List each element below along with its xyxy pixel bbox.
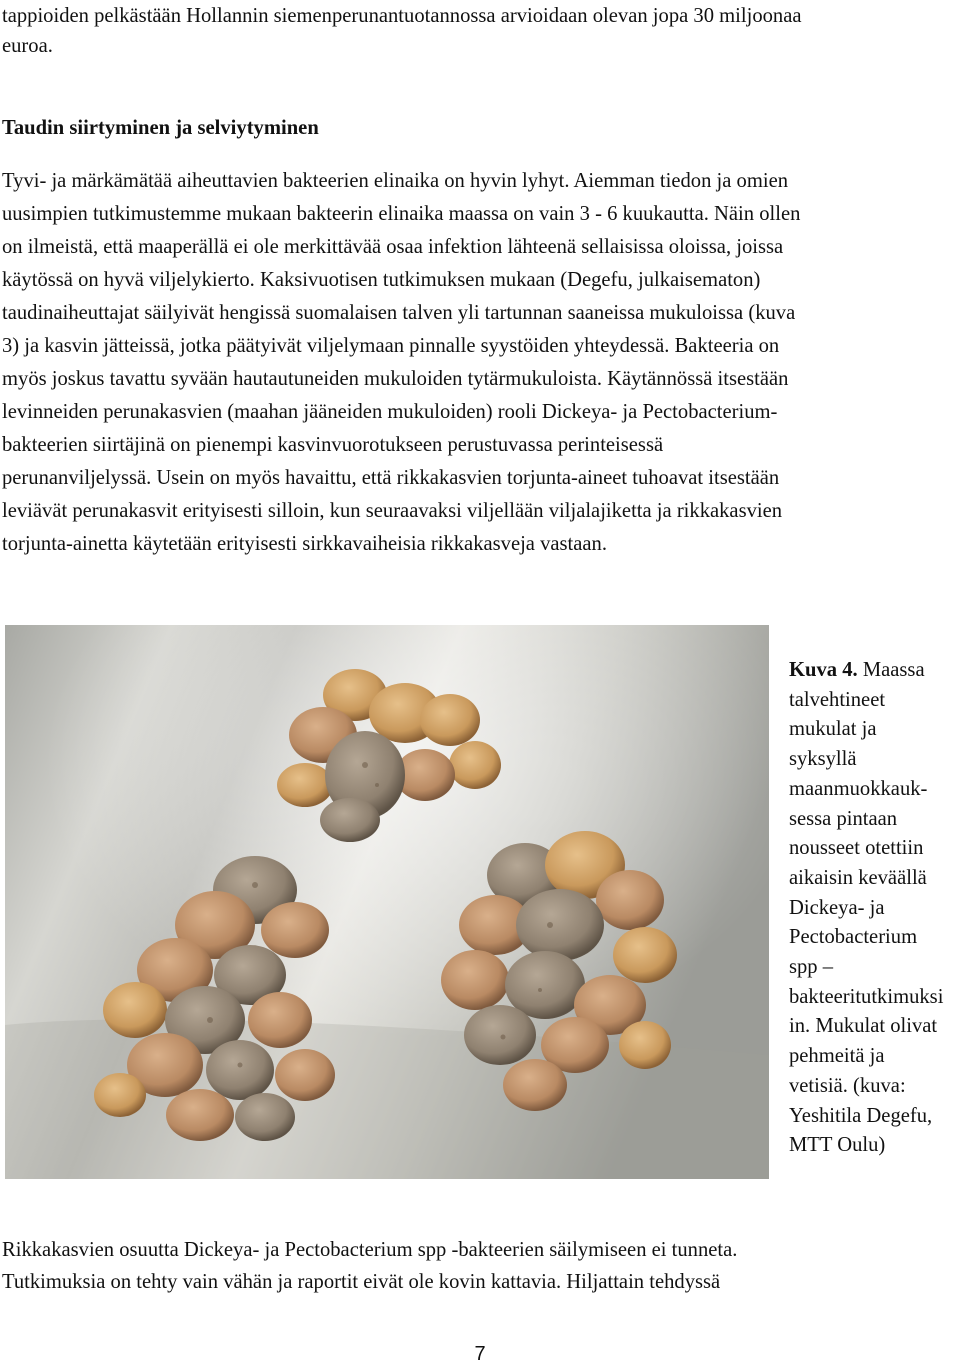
paragraph-line: uusimpien tutkimustemme mukaan bakteerin elinaika maassa on vain 3 - 6 kuukautta. Näin ollen — [2, 203, 801, 225]
paragraph-line: Tyvi- ja märkämätää aiheuttavien bakteerien elinaika on hyvin lyhyt. Aiemman tiedon ja omien — [2, 170, 789, 192]
potato-photo — [5, 625, 769, 1179]
paragraph-line: on ilmeistä, että maaperällä ei ole merkittävää osaa infektion lähteenä sellaisissa oloissa, joissa — [2, 236, 784, 258]
caption-line: vetisiä. (kuva: — [789, 1074, 906, 1097]
body-text-line: euroa. — [2, 35, 53, 57]
caption-line: spp – — [789, 956, 834, 979]
paragraph-line: levinneiden perunakasvien (maahan jääneiden mukuloiden) rooli Dickeya- ja Pectobacterium- — [2, 401, 778, 423]
paragraph-line: leviävät perunakasvit erityisesti silloin, kun seuraavaksi viljellään viljalajiketta ja rikkakasvien — [2, 500, 783, 522]
paragraph-line: torjunta-ainetta käytetään erityisesti sirkkavaiheisia rikkakasveja vastaan. — [2, 533, 607, 555]
caption-line: aikaisin keväällä — [789, 866, 927, 889]
section-heading: Taudin siirtyminen ja selviytyminen — [2, 117, 319, 139]
caption-line-text: Maassa — [862, 659, 925, 681]
paragraph-line: 3) ja kasvin jätteissä, jotka päätyivät viljelymaan pinnalle syystöiden yhteydessä. Bakteeria on — [2, 335, 780, 357]
figure-caption — [789, 656, 960, 1161]
caption-line: syksyllä — [789, 748, 857, 771]
caption-line: Dickeya- ja — [789, 896, 885, 919]
paragraph-line: taudinaiheuttajat säilyivät hengissä suomalaisen talven yli tartunnan saaneissa mukuloissa (kuva — [2, 302, 796, 324]
caption-line: Yeshitila Degefu, — [789, 1104, 933, 1127]
caption-label: Kuva 4. — [789, 659, 858, 681]
paragraph-line: myös joskus tavattu syvään hautautuneiden mukuloiden tytärmukuloista. Käytännössä itsestään — [2, 368, 789, 390]
body-text-line: tappioiden pelkästään Hollannin siemenperunantuotannossa arvioidaan olevan jopa 30 miljoonaa — [2, 5, 802, 27]
potato-photo-graphic — [5, 625, 769, 1179]
caption-line: MTT Oulu) — [789, 1134, 886, 1157]
page-number: 7 — [474, 1343, 486, 1365]
caption-line — [789, 656, 960, 686]
paragraph-line: perunanviljelyssä. Usein on myös havaittu, että rikkakasvien torjunta-aineet tuhoavat itsestään — [2, 467, 780, 489]
caption-line: talvehtineet — [789, 688, 886, 711]
body-text-line: Rikkakasvien osuutta Dickeya- ja Pectobacterium spp -bakteerien säilymiseen ei tunneta. — [2, 1239, 738, 1261]
paragraph-line: käytössä on hyvä viljelykierto. Kaksivuotisen tutkimuksen mukaan (Degefu, julkaisematon) — [2, 269, 761, 291]
caption-line: in. Mukulat olivat — [789, 1015, 938, 1038]
caption-line: nousseet otettiin — [789, 837, 924, 860]
caption-line: mukulat ja — [789, 718, 877, 741]
caption-line: pehmeitä ja — [789, 1045, 885, 1068]
caption-line: maanmuokkauk- — [789, 777, 928, 800]
caption-line: sessa pintaan — [789, 807, 898, 830]
body-text-line: Tutkimuksia on tehty vain vähän ja raportit eivät ole kovin kattavia. Hiljattain tehdyssä — [2, 1271, 721, 1293]
paragraph-line: bakteerien siirtäjinä on pienempi kasvinvuorotukseen perustuvassa perinteisessä — [2, 434, 664, 456]
caption-line: bakteeritutkimuksi — [789, 985, 944, 1008]
caption-line: Pectobacterium — [789, 926, 918, 949]
